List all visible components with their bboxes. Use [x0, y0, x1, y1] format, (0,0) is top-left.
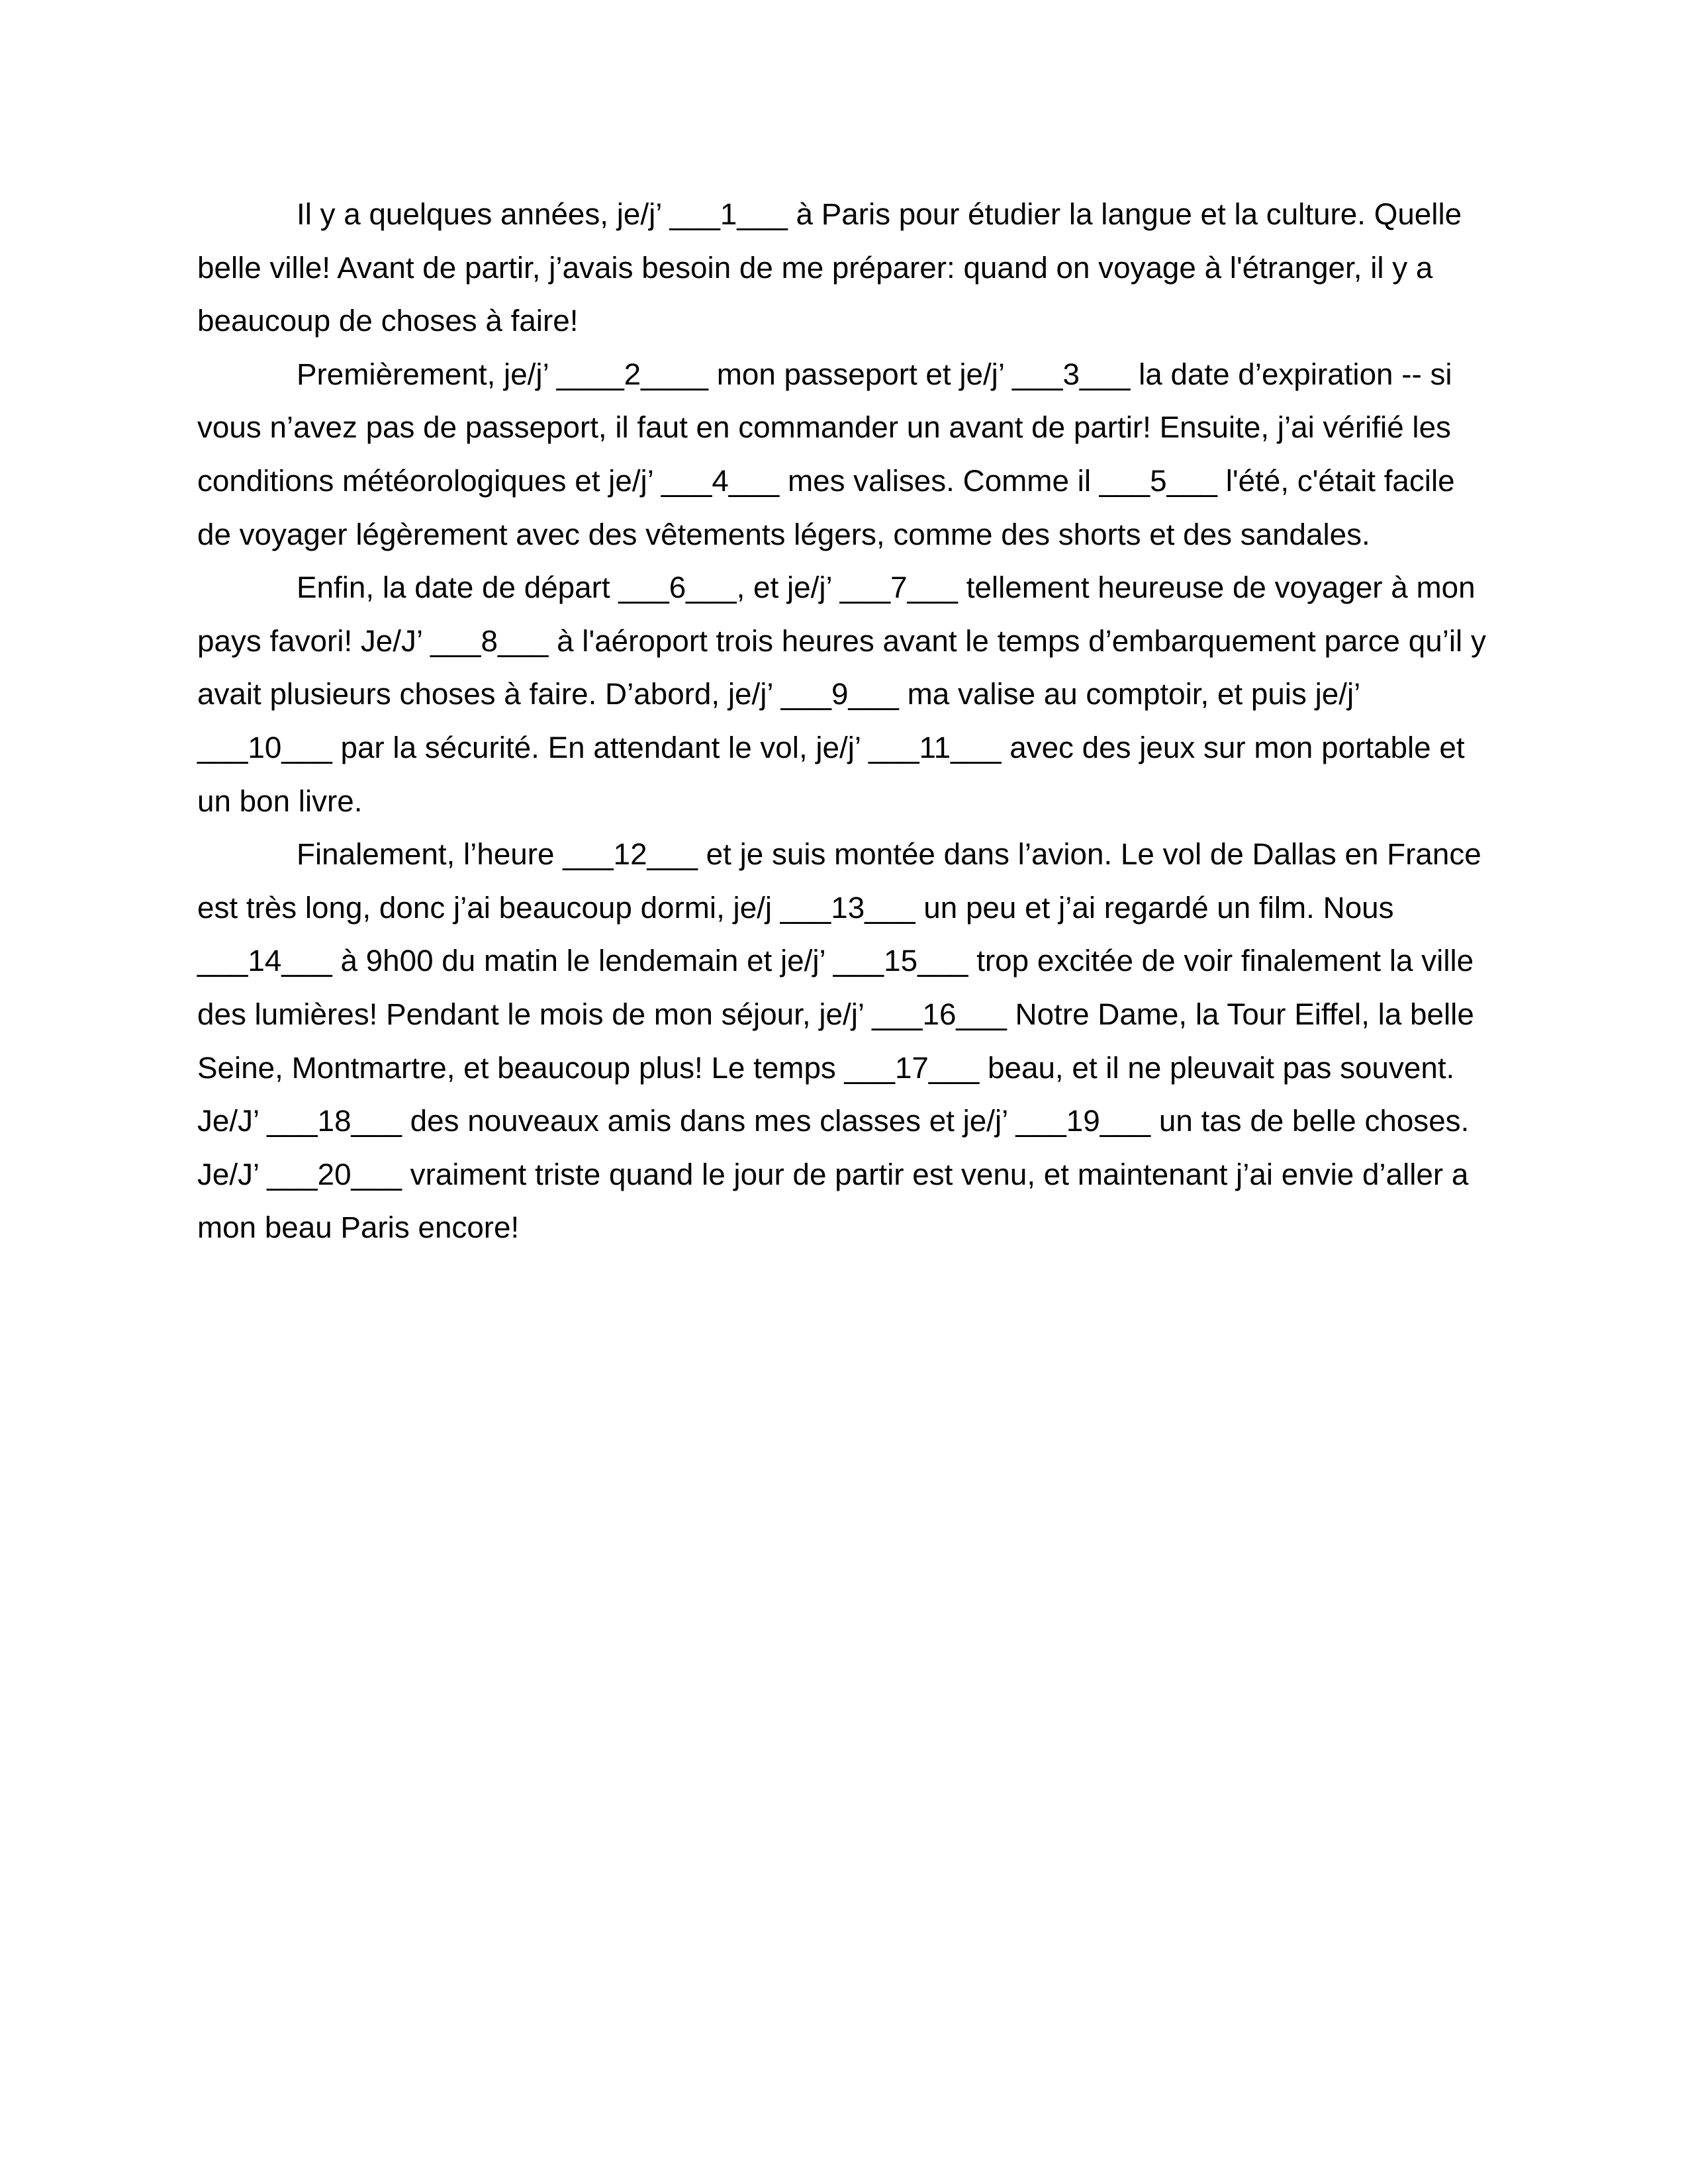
- text-line: mon beau Paris encore!: [197, 1210, 520, 1245]
- text-line: de voyager légèrement avec des vêtements légers, comme des shorts et des sandales.: [197, 517, 1370, 551]
- text-line: beaucoup de choses à faire!: [197, 304, 579, 338]
- text-line: Je/J’ ___20___ vraiment triste quand le jour de partir est venu, et maintenant j’ai envie d’aller a: [197, 1157, 1469, 1191]
- text-line: ___10___ par la sécurité. En attendant le vol, je/j’ ___11___ avec des jeux sur mon portable et: [197, 730, 1465, 764]
- text-line: avait plusieurs choses à faire. D’abord, je/j’ ___9___ ma valise au comptoir, et puis je/j’: [197, 677, 1361, 711]
- text-line: Premièrement, je/j’ ____2____ mon passeport et je/j’ ___3___ la date d’expiration -- si: [297, 357, 1452, 391]
- paragraph: [197, 828, 1495, 1255]
- text-line: Je/J’ ___18___ des nouveaux amis dans mes classes et je/j’ ___19___ un tas de belle choses.: [197, 1104, 1470, 1138]
- text-line: ___14___ à 9h00 du matin le lendemain et je/j’ ___15___ trop excitée de voir finalement la ville: [197, 944, 1474, 978]
- text-line: conditions météorologiques et je/j’ ___4___ mes valises. Comme il ___5___ l'été, c'était facile: [197, 463, 1455, 498]
- text-line: Finalement, l’heure ___12___ et je suis montée dans l’avion. Le vol de Dallas en France: [297, 837, 1481, 872]
- paragraph: [197, 188, 1495, 348]
- text-line: est très long, donc j’ai beaucoup dormi, je/j ___13___ un peu et j’ai regardé un film. Nous: [197, 890, 1394, 925]
- text-line: des lumières! Pendant le mois de mon séjour, je/j’ ___16___ Notre Dame, la Tour Eiffel, la belle: [197, 997, 1474, 1031]
- text-line: pays favori! Je/J’ ___8___ à l'aéroport trois heures avant le temps d’embarquement parce qu’il y: [197, 623, 1486, 658]
- paragraph: [197, 348, 1495, 561]
- text-line: belle ville! Avant de partir, j’avais besoin de me préparer: quand on voyage à l'étranger, il y a: [197, 250, 1433, 285]
- text-line: un bon livre.: [197, 784, 363, 818]
- text-line: Seine, Montmartre, et beaucoup plus! Le temps ___17___ beau, et il ne pleuvait pas souvent.: [197, 1050, 1455, 1085]
- text-line: vous n’avez pas de passeport, il faut en commander un avant de partir! Ensuite, j’ai vérifié les: [197, 410, 1451, 445]
- document-page: [197, 188, 1495, 1255]
- paragraph: [197, 561, 1495, 828]
- text-line: Il y a quelques années, je/j’ ___1___ à Paris pour étudier la langue et la culture. Quelle: [297, 197, 1462, 231]
- text-line: Enfin, la date de départ ___6___, et je/j’ ___7___ tellement heureuse de voyager à mon: [297, 570, 1476, 605]
